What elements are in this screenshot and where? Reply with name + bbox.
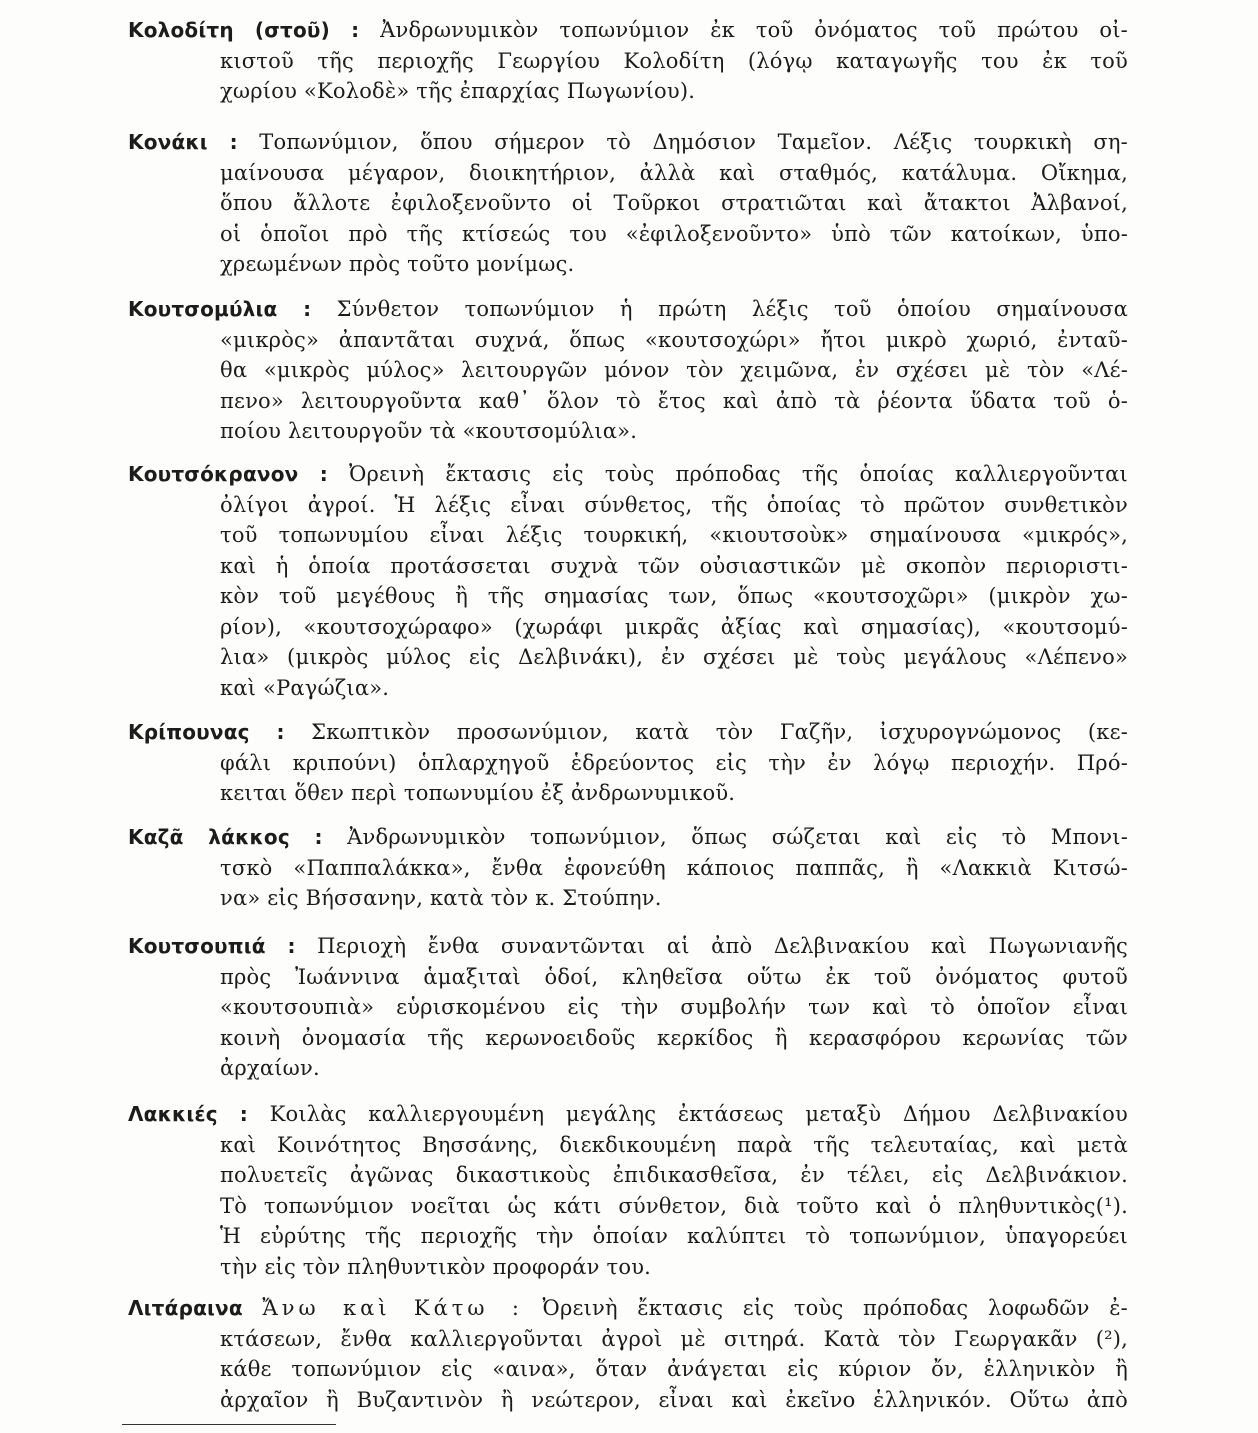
- entry-line: χωρίου «Κολοδὲ» τῆς ἐπαρχίας Πωγωνίου).: [220, 79, 696, 103]
- entry-line: πρὸς Ἰωάννινα ἁμαξιταὶ ὁδοί, κληθεῖσα οὕτω ἐκ τοῦ ὀνόματος φυτοῦ: [220, 964, 1128, 989]
- entry-line: καὶ «Ραγώζια».: [220, 675, 390, 700]
- entry-line: οἱ ὁποῖοι πρὸ τῆς κτίσεώς του «ἐφιλοξενοῦντο» ὑπὸ τῶν κατοίκων, ὑπο-: [220, 221, 1128, 246]
- entry-line: Κουτσομύλια : Σύνθετον τοπωνύμιον ἡ πρώτη λέξις τοῦ ὁποίου σημαίνουσα: [128, 297, 1128, 321]
- entry-headword-extra: Ἄνω καὶ Κάτω :: [262, 1296, 523, 1320]
- entry-line: πενο» λειτουργοῦντα καθ᾿ ὅλον τὸ ἔτος καὶ ἀπὸ τὰ ῥέοντα ὕδατα τοῦ ὁ-: [220, 388, 1128, 413]
- entry-line: λια» (μικρὸς μύλος εἰς Δελβινάκι), ἐν σχέσει μὲ τοὺς μεγάλους «Λέπενο»: [220, 645, 1128, 669]
- entry-line: ρίον), «κουτσοχώραφο» (χωράφι μικρᾶς ἀξίας καὶ σημασίας), «κουτσομύ-: [220, 614, 1128, 639]
- entry-kaza-lakkos: [128, 822, 1128, 914]
- entry-line: Λιτάραινα Ἄνω καὶ Κάτω : Ὀρεινὴ ἔκτασις εἰς τοὺς πρόποδας λοφωδῶν ἐ-: [128, 1296, 1128, 1320]
- entry-kolodith: [128, 15, 1128, 107]
- entry-line: Κουτσουπιά : Περιοχὴ ἔνθα συναντῶνται αἱ ἀπὸ Δελβινακίου καὶ Πωγωνιανῆς: [128, 934, 1128, 958]
- entry-line: Τὸ τοπωνύμιον νοεῖται ὡς κάτι σύνθετον, διὰ τοῦτο καὶ ὁ πληθυντικὸς(¹).: [220, 1193, 1128, 1218]
- entry-headword: Λιτάραινα: [128, 1296, 243, 1320]
- entry-line: θα «μικρὸς μύλος» λειτουργῶν μόνον τὸν χειμῶνα, ἐν σχέσει μὲ τὸν «Λέ-: [220, 358, 1128, 382]
- entry-line: τοῦ τοπωνυμίου εἶναι λέξις τουρκική, «κιουτσοὺκ» σημαίνουσα «μικρός»,: [220, 523, 1128, 547]
- entry-headword: Κολοδίτη (στοῦ) :: [128, 18, 360, 42]
- entry-lakkies: [128, 1099, 1128, 1282]
- entry-line: Κολοδίτη (στοῦ) : Ἀνδρωνυμικὸν τοπωνύμιον ἐκ τοῦ ὀνόματος τοῦ πρώτου οἰ-: [128, 18, 1128, 42]
- entry-konaki: [128, 127, 1128, 280]
- entry-line: να» εἰς Βήσσανην, κατὰ τὸν κ. Στούπην.: [220, 886, 662, 910]
- entry-line: Κουτσόκρανον : Ὀρεινὴ ἔκτασις εἰς τοὺς πρόποδας τῆς ὁποίας καλλιεργοῦνται: [128, 462, 1128, 486]
- entry-line: τὴν εἰς τὸν πληθυντικὸν προφοράν του.: [220, 1254, 652, 1279]
- entry-line: καὶ Κοινότητος Βησσάνης, διεκδικουμένη παρὰ τῆς τελευταίας, καὶ μετὰ: [220, 1132, 1128, 1157]
- entry-koutsoupia: [128, 931, 1128, 1084]
- entry-line: τσκὸ «Παππαλάκκα», ἔνθα ἐφονεύθη κάποιος παππᾶς, ἢ «Λακκιὰ Κιτσώ-: [220, 855, 1128, 880]
- entry-kripounas: [128, 717, 1128, 809]
- entry-line: πολυετεῖς ἀγῶνας δικαστικοὺς ἐπιδικασθεῖσα, ἐν τέλει, εἰς Δελβινάκιον.: [220, 1163, 1128, 1187]
- entry-headword: Καζᾶ λάκκος :: [128, 825, 323, 849]
- entry-line: Κρίπουνας : Σκωπτικὸν προσωνύμιον, κατὰ τὸν Γαζῆν, ἰσχυρογνώμονος (κε-: [128, 720, 1128, 744]
- entry-headword: Κουτσουπιά :: [128, 934, 296, 958]
- entry-line: ἀρχαίων.: [220, 1056, 320, 1080]
- entry-line: Λακκιές : Κοιλὰς καλλιεργουμένη μεγάλης ἐκτάσεως μεταξὺ Δήμου Δελβινακίου: [128, 1102, 1128, 1126]
- entry-line: κὸν τοῦ μεγέθους ἢ τῆς σημασίας των, ὅπως «κουτσοχῶρι» (μικρὸν χω-: [220, 584, 1128, 608]
- entry-line: κάθε τοπωνύμιον εἰς «αινα», ὅταν ἀνάγεται εἰς κύριον ὄν, ἑλληνικὸν ἢ: [220, 1357, 1128, 1381]
- entry-line: Ἡ εὐρύτης τῆς περιοχῆς τὴν ὁποίαν καλύπτει τὸ τοπωνύμιον, ὑπαγορεύει: [220, 1224, 1128, 1248]
- entry-koutsokranon: [128, 459, 1128, 703]
- entry-line: ὅπου ἄλλοτε ἐφιλοξενοῦντο οἱ Τοῦρκοι στρατιῶται καὶ ἄτακτοι Ἀλβανοί,: [220, 191, 1128, 215]
- footnote-divider: [122, 1424, 336, 1425]
- entry-headword: Κουτσόκρανον :: [128, 462, 329, 486]
- entry-line: κτάσεων, ἔνθα καλλιεργοῦνται ἀγροὶ μὲ σιτηρά. Κατὰ τὸν Γεωργακᾶν (²),: [220, 1326, 1128, 1351]
- entry-line: Καζᾶ λάκκος : Ἀνδρωνυμικὸν τοπωνύμιον, ὅπως σώζεται καὶ εἰς τὸ Μπονι-: [128, 825, 1128, 849]
- entry-line: ὀλίγοι ἀγροί. Ἡ λέξις εἶναι σύνθετος, τῆς ὁποίας τὸ πρῶτον συνθετικὸν: [220, 492, 1128, 517]
- entry-line: «μικρὸς» ἀπαντᾶται συχνά, ὅπως «κουτσοχώρι» ἤτοι μικρὸ χωριό, ἐνταῦ-: [220, 327, 1128, 352]
- entry-headword: Κονάκι :: [128, 130, 238, 154]
- entry-line: κοινὴ ὀνομασία τῆς κερωνοειδοῦς κερκίδος ἢ κερασφόρου κερωνίας τῶν: [220, 1025, 1128, 1050]
- entry-line: κειται ὅθεν περὶ τοπωνυμίου ἐξ ἀνδρωνυμικοῦ.: [220, 781, 736, 805]
- entry-line: μαίνουσα μέγαρον, διοικητήριον, ἀλλὰ καὶ σταθμός, κατάλυμα. Οἴκημα,: [220, 160, 1128, 185]
- entry-line: κιστοῦ τῆς περιοχῆς Γεωργίου Κολοδίτη (λόγῳ καταγωγῆς του ἐκ τοῦ: [220, 48, 1128, 73]
- entry-litaraina: [128, 1293, 1128, 1415]
- entry-koutsomylia: [128, 294, 1128, 447]
- entry-line: καὶ ἡ ὁποία προτάσσεται συχνὰ τῶν οὐσιαστικῶν μὲ σκοπὸν περιοριστι-: [220, 553, 1128, 578]
- entry-headword: Κουτσομύλια :: [128, 297, 312, 321]
- entry-line: φάλι κριπούνι) ὁπλαρχηγοῦ ἑδρεύοντος εἰς τὴν ἐν λόγῳ περιοχήν. Πρό-: [220, 750, 1128, 775]
- entry-line: «κουτσουπιὰ» εὑρισκομένου εἰς τὴν συμβολήν των καὶ τὸ ὁποῖον εἶναι: [220, 995, 1128, 1019]
- entry-line: ποίου λειτουργοῦν τὰ «κουτσομύλια».: [220, 419, 638, 443]
- entry-headword: Κρίπουνας :: [128, 720, 285, 744]
- entry-headword: Λακκιές :: [128, 1102, 248, 1126]
- entry-line: Κονάκι : Τοπωνύμιον, ὅπου σήμερον τὸ Δημόσιον Ταμεῖον. Λέξις τουρκικὴ ση-: [128, 130, 1128, 154]
- entry-line: ἀρχαῖον ἢ Βυζαντινὸν ἢ νεώτερον, εἶναι καὶ ἐκεῖνο ἑλληνικόν. Οὕτω ἀπὸ: [220, 1387, 1128, 1412]
- entry-line: χρεωμένων πρὸς τοῦτο μονίμως.: [220, 252, 575, 276]
